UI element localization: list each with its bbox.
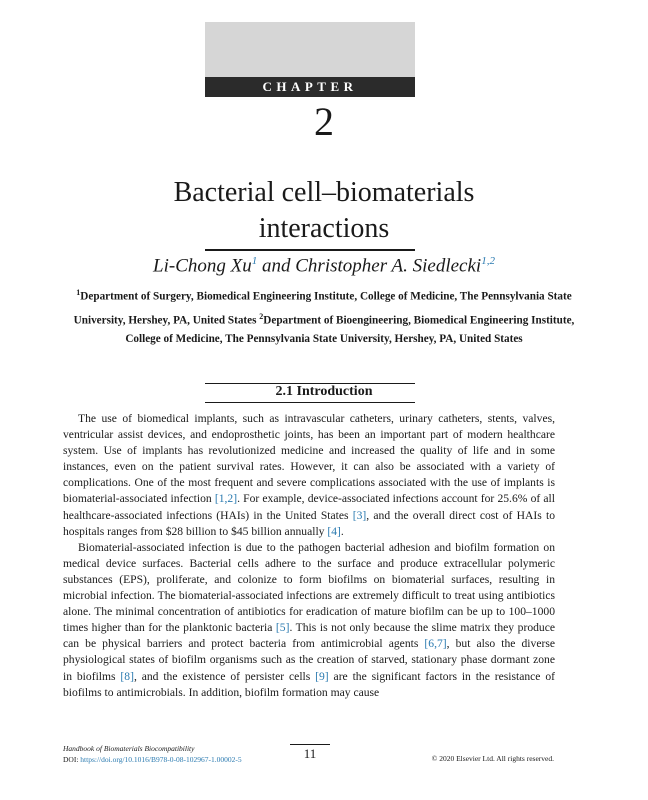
paragraph-text: The use of biomedical implants, such as intravascular catheters, urinary catheters, stents, valves, ventricular assist devices, and endoprosthetic joints, has been an important part of modern healthcare system. Use of implants has revolutionized medicine and increased the quality of life and in some instances, even on the patient survival rates. However, it can also be associated with a variety of complications. One of the most frequent and severe complications associated with the use of implants is biomaterial-associated infection [63,412,555,506]
chapter-label: CHAPTER [205,77,415,97]
chapter-title-line2: interactions [258,213,390,244]
doi-line [63,754,242,765]
book-title: Handbook of Biomaterials Biocompatibility [63,744,195,753]
page-number: 11 [303,746,317,761]
doi-label: DOI: [63,755,81,764]
paragraph-text: , and the overall direct cost of HAIs to hospitals ranges from $28 billion to $45 billion annually [63,508,555,538]
paragraph-text: . This is not only because the slime matrix they produce can be physical barriers and protect bacteria from antimicrobial agents [63,621,555,651]
chapter-title [60,175,588,247]
paragraph-text: are the significant factors in the resistance of biofilms to antimicrobials. In addition, biofilm formation may cause [63,669,555,699]
paragraph [63,540,555,701]
citation-link[interactable]: [8] [120,669,134,683]
author-name: Li-Chong Xu [153,255,252,277]
affiliation-link[interactable]: 1,2 [481,255,495,267]
body-text [63,411,555,701]
affiliation-text: Department of Bioengineering, Biomedical Engineering Institute, College of Medicine, The Pennsylvania State University, Hershey, PA, United States [125,314,575,346]
doi-link[interactable]: https://doi.org/10.1016/B978-0-08-102967-1.00002-5 [80,755,242,764]
citation-link[interactable]: [5] [275,621,290,635]
affiliation-link[interactable]: 1 [251,255,258,267]
citation-link[interactable]: [9] [315,669,329,683]
author-connector: and [257,255,296,277]
affiliation-text: Department of Surgery, Biomedical Engineering Institute, College of Medicine, The Pennsylvania State University, Hershey, PA, United States [73,290,572,327]
citation-link[interactable]: [6,7] [424,637,447,651]
citation-link[interactable]: [3] [352,508,367,522]
section-heading: 2.1 Introduction [275,384,373,399]
author-list [0,255,648,277]
paragraph-text: . [340,524,344,538]
chapter-banner [205,22,415,97]
citation-link[interactable]: [1,2] [214,492,238,506]
affiliations [72,283,576,349]
affiliation-marker: 1 [76,288,81,297]
paragraph-text: Biomaterial-associated infection is due to the pathogen bacterial adhesion and biofilm formation on medical device surfaces. Bacterial cells adhere to the surface and produce extracellular polymeric substances (EPS), proliferate, and colonize to form biofilms on biomaterial surfaces, resulting in microbial infection. The biomaterial-associated infections are extremely difficult to treat using antibiotics alone. The minimal concentration of antibiotics for eradication of mature biofilm can be up to 100–1000 times higher than for the planktonic bacteria [63,540,555,635]
paragraph-text: , but also the diverse physiological states of biofilm organisms such as the creation of starved, stationary phase dormant zone in biofilms [63,637,555,683]
footer-citation [63,743,242,765]
section-rule-bottom [205,402,415,403]
footer-rule [290,744,330,745]
paragraph [63,411,555,540]
affiliation-marker: 2 [259,311,264,321]
chapter-number: 2 [314,99,334,144]
title-divider [205,249,415,251]
author-name: Christopher A. Siedlecki [295,255,482,277]
paragraph-text: . For example, device-associated infections account for 25.6% of all healthcare-associated infections (HAIs) in the United States [63,492,555,522]
chapter-title-line1: Bacterial cell–biomaterials [173,177,475,208]
paragraph-text: , and the existence of persister cells [133,669,316,683]
citation-link[interactable]: [4] [327,524,341,538]
copyright: © 2020 Elsevier Ltd. All rights reserved. [431,754,554,763]
